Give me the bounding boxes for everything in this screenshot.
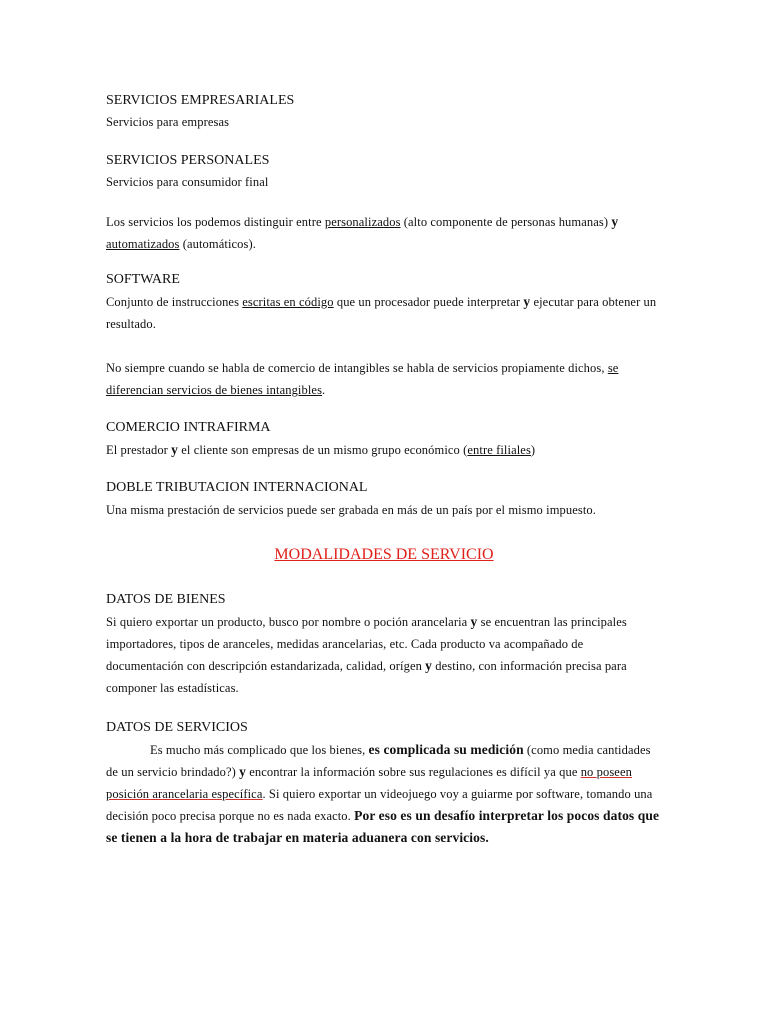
bold-y: y bbox=[171, 442, 179, 457]
document-page bbox=[106, 92, 662, 849]
text-fragment: Si quiero exportar un producto, busco por nombre o poción arancelaria bbox=[106, 615, 471, 629]
text-fragment: . bbox=[322, 383, 326, 397]
heading-software: SOFTWARE bbox=[106, 272, 180, 287]
bold-por-eso-es-un-desafio: Por eso es un desafío interpretar los pocos datos que se tienen a la hora de trabajar en materia aduanera con servicios. bbox=[106, 808, 660, 845]
text-fragment: No siempre cuando se habla de comercio de intangibles se habla de servicios propiamente dichos, bbox=[106, 361, 608, 375]
bold-y: y bbox=[611, 214, 619, 229]
text-fragment: (como media cantidades de un servicio brindado?) bbox=[106, 743, 651, 779]
paragraph-servicios-empresariales: Servicios para empresas bbox=[106, 115, 230, 129]
paragraph-datos-de-servicios bbox=[106, 739, 662, 849]
paragraph-comercio-intrafirma bbox=[106, 439, 662, 461]
underlined-se-diferencian: se diferencian servicios de bienes intangibles bbox=[106, 361, 619, 397]
bold-es-complicada-su-medicion: es complicada su medición bbox=[368, 742, 524, 757]
underlined-escritas-en-codigo: escritas en código bbox=[242, 295, 334, 309]
text-fragment: el cliente son empresas de un mismo grupo económico ( bbox=[178, 443, 468, 457]
heading-datos-de-servicios: DATOS DE SERVICIOS bbox=[106, 720, 248, 735]
underlined-no-poseen-posicion: no poseen posición arancelaria específica bbox=[106, 765, 632, 801]
heading-comercio-intrafirma: COMERCIO INTRAFIRMA bbox=[106, 420, 271, 435]
text-fragment: que un procesador puede interpretar bbox=[333, 295, 524, 309]
paragraph-distinguir-servicios bbox=[106, 211, 662, 255]
text-fragment: El prestador bbox=[106, 443, 172, 457]
heading-doble-tributacion: DOBLE TRIBUTACION INTERNACIONAL bbox=[106, 480, 368, 495]
heading-servicios-empresariales: SERVICIOS EMPRESARIALES bbox=[106, 93, 295, 108]
underlined-automatizados: automatizados bbox=[106, 237, 180, 251]
heading-datos-de-bienes: DATOS DE BIENES bbox=[106, 592, 226, 607]
text-fragment: (automáticos). bbox=[179, 237, 256, 251]
text-fragment: Los servicios los podemos distinguir entre bbox=[106, 215, 325, 229]
bold-y: y bbox=[523, 294, 531, 309]
text-fragment: destino, con información precisa para componer las estadísticas. bbox=[106, 659, 627, 695]
bold-y: y bbox=[239, 764, 246, 779]
underlined-personalizados: personalizados bbox=[324, 215, 401, 229]
paragraph-comercio-intangibles bbox=[106, 357, 662, 401]
heading-servicios-personales: SERVICIOS PERSONALES bbox=[106, 153, 270, 168]
text-fragment: . Si quiero exportar un videojuego voy a guiarme por software, tomando una decisión poco precisa porque no es nada exacto. bbox=[106, 787, 653, 823]
text-fragment: ) bbox=[530, 443, 536, 457]
text-fragment: (alto componente de personas humanas) bbox=[400, 215, 612, 229]
title-modalidades-de-servicio: MODALIDADES DE SERVICIO bbox=[274, 546, 494, 563]
bold-y: y bbox=[425, 658, 433, 673]
paragraph-doble-tributacion: Una misma prestación de servicios puede ser grabada en más de un país por el mismo impuesto. bbox=[106, 503, 596, 517]
paragraph-datos-de-bienes bbox=[106, 611, 662, 699]
text-fragment: se encuentran las principales importadores, tipos de aranceles, medidas arancelarias, etc. Cada producto va acompañado de documentación con descripción estandarizada, calidad, orígen bbox=[106, 615, 627, 673]
underlined-entre-filiales: entre filiales bbox=[467, 443, 531, 457]
text-fragment: ejecutar para obtener un resultado. bbox=[106, 295, 657, 331]
text-fragment: Es mucho más complicado que los bienes, bbox=[150, 743, 369, 757]
paragraph-servicios-personales: Servicios para consumidor final bbox=[106, 175, 269, 189]
bold-y: y bbox=[470, 614, 478, 629]
text-fragment: encontrar la información sobre sus regulaciones es difícil ya que bbox=[245, 765, 581, 779]
paragraph-software bbox=[106, 291, 662, 335]
text-fragment: Conjunto de instrucciones bbox=[106, 295, 243, 309]
